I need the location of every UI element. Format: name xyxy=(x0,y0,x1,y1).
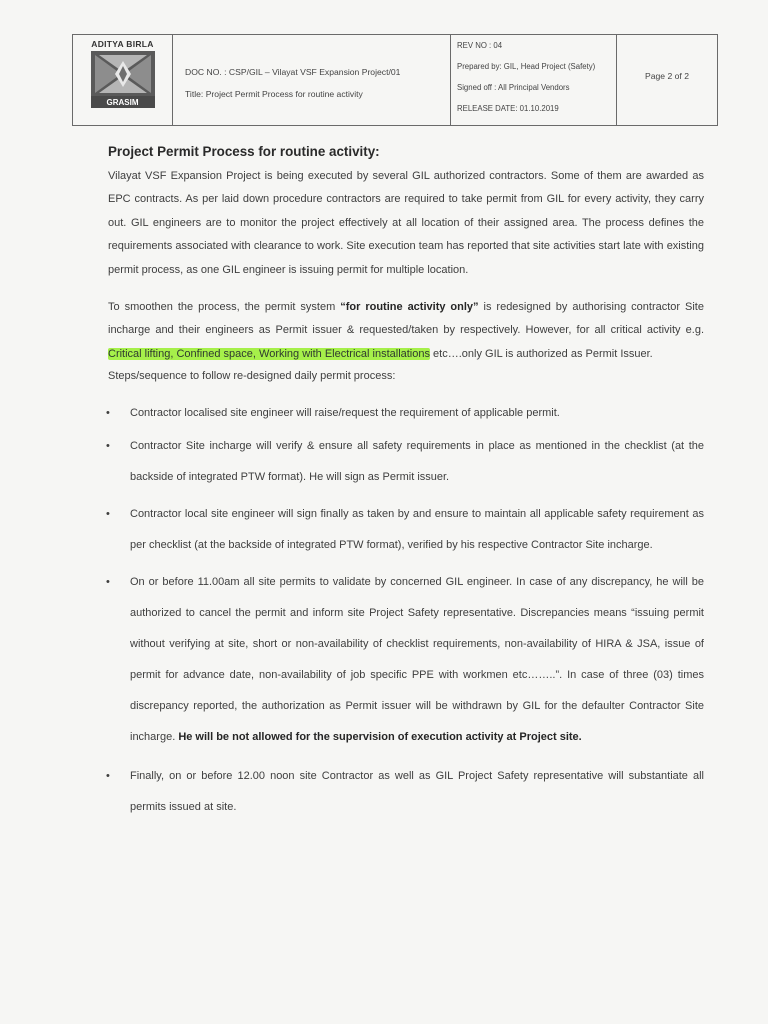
list-item xyxy=(88,761,704,823)
step-text: On or before 11.00am all site permits to validate by concerned GIL engineer. In case of any discrepancy, he will be authorized to cancel the permit and inform site Project Safety representative. Discrepancies means “issuing permit without verifying at site, short or non-availability of checklist requirements, non-availability of HIRA & JSA, issue of permit for advance date, non-availability of job specific PPE with workmen etc……..”. In case of three (03) times discrepancy reported, the authorization as Permit issuer will be withdrawn by GIL for the defaulter Contractor Site incharge. xyxy=(130,576,704,744)
list-item xyxy=(88,499,704,561)
logo-cell xyxy=(73,35,173,125)
process-text-1: To smoothen the process, the permit system xyxy=(108,301,341,314)
step-text: Contractor Site incharge will verify & ensure all safety requirements in place as mentioned in the checklist (at the backside of integrated PTW format). He will sign as Permit issuer. xyxy=(130,440,704,484)
intro-paragraph: Vilayat VSF Expansion Project is being executed by several GIL authorized contractors. Some of them are awarded as EPC contracts. As per laid down procedure contractors are required to take permit from GIL for every activity, they carry out. GIL engineers are to monitor the project effectively at all location of their assigned area. The process defines the requirements associated with clearance to work. Site execution team has reported that site activities start late with existing permit process, as one GIL engineer is issuing permit for multiple location. xyxy=(108,170,704,276)
bullet-icon: • xyxy=(106,440,110,453)
prepared-by: Prepared by: GIL, Head Project (Safety) xyxy=(457,62,596,71)
page-number-cell xyxy=(617,35,717,125)
page-number: Page 2 of 2 xyxy=(645,71,689,81)
list-item xyxy=(88,567,704,753)
steps-intro: Steps/sequence to follow re-designed daily permit process: xyxy=(108,370,396,383)
routine-only-emphasis: “for routine activity only” xyxy=(340,301,479,314)
bullet-icon: • xyxy=(106,508,110,521)
bullet-icon: • xyxy=(106,407,110,420)
logo-company-name: ADITYA BIRLA xyxy=(91,39,154,49)
signed-off: Signed off : All Principal Vendors xyxy=(457,83,570,92)
doc-info-cell xyxy=(173,35,451,125)
highlighted-critical-activities: Critical lifting, Confined space, Working with Electrical installations xyxy=(108,347,430,360)
doc-meta-cell xyxy=(451,35,617,125)
doc-number: DOC NO. : CSP/GIL – Vilayat VSF Expansion Project/01 xyxy=(185,67,401,77)
step-text: Contractor local site engineer will sign finally as taken by and ensure to maintain all applicable safety requirement as per checklist (at the backside of integrated PTW format), verified by his respective Contractor Site incharge. xyxy=(130,508,704,552)
release-date: RELEASE DATE: 01.10.2019 xyxy=(457,104,559,113)
process-paragraph xyxy=(108,296,704,366)
document-body xyxy=(108,144,704,823)
list-item xyxy=(88,431,704,493)
logo-emblem-icon xyxy=(91,51,155,97)
aditya-birla-logo xyxy=(91,39,155,108)
step-emphasis: He will be not allowed for the supervision of execution activity at Project site. xyxy=(178,731,582,744)
steps-list xyxy=(108,398,704,823)
bullet-icon: • xyxy=(106,576,110,589)
list-item xyxy=(88,398,704,429)
section-title: Project Permit Process for routine activity: xyxy=(108,144,380,159)
process-text-2: is redesigned by authorising contractor Site incharge and their engineers as Permit issuer & requested/taken by respectively. However, for all critical activity e.g. xyxy=(108,301,704,337)
process-text-3: etc….only GIL is authorized as Permit Issuer. xyxy=(430,347,653,360)
bullet-icon: • xyxy=(106,770,110,783)
logo-grasim-label: GRASIM xyxy=(91,96,155,108)
revision-number: REV NO : 04 xyxy=(457,41,503,50)
doc-title: Title: Project Permit Process for routine activity xyxy=(185,89,363,99)
document-header xyxy=(72,34,718,126)
step-text: Finally, on or before 12.00 noon site Contractor as well as GIL Project Safety representative will substantiate all permits issued at site. xyxy=(130,770,704,814)
step-text: Contractor localised site engineer will raise/request the requirement of applicable permit. xyxy=(130,407,560,420)
